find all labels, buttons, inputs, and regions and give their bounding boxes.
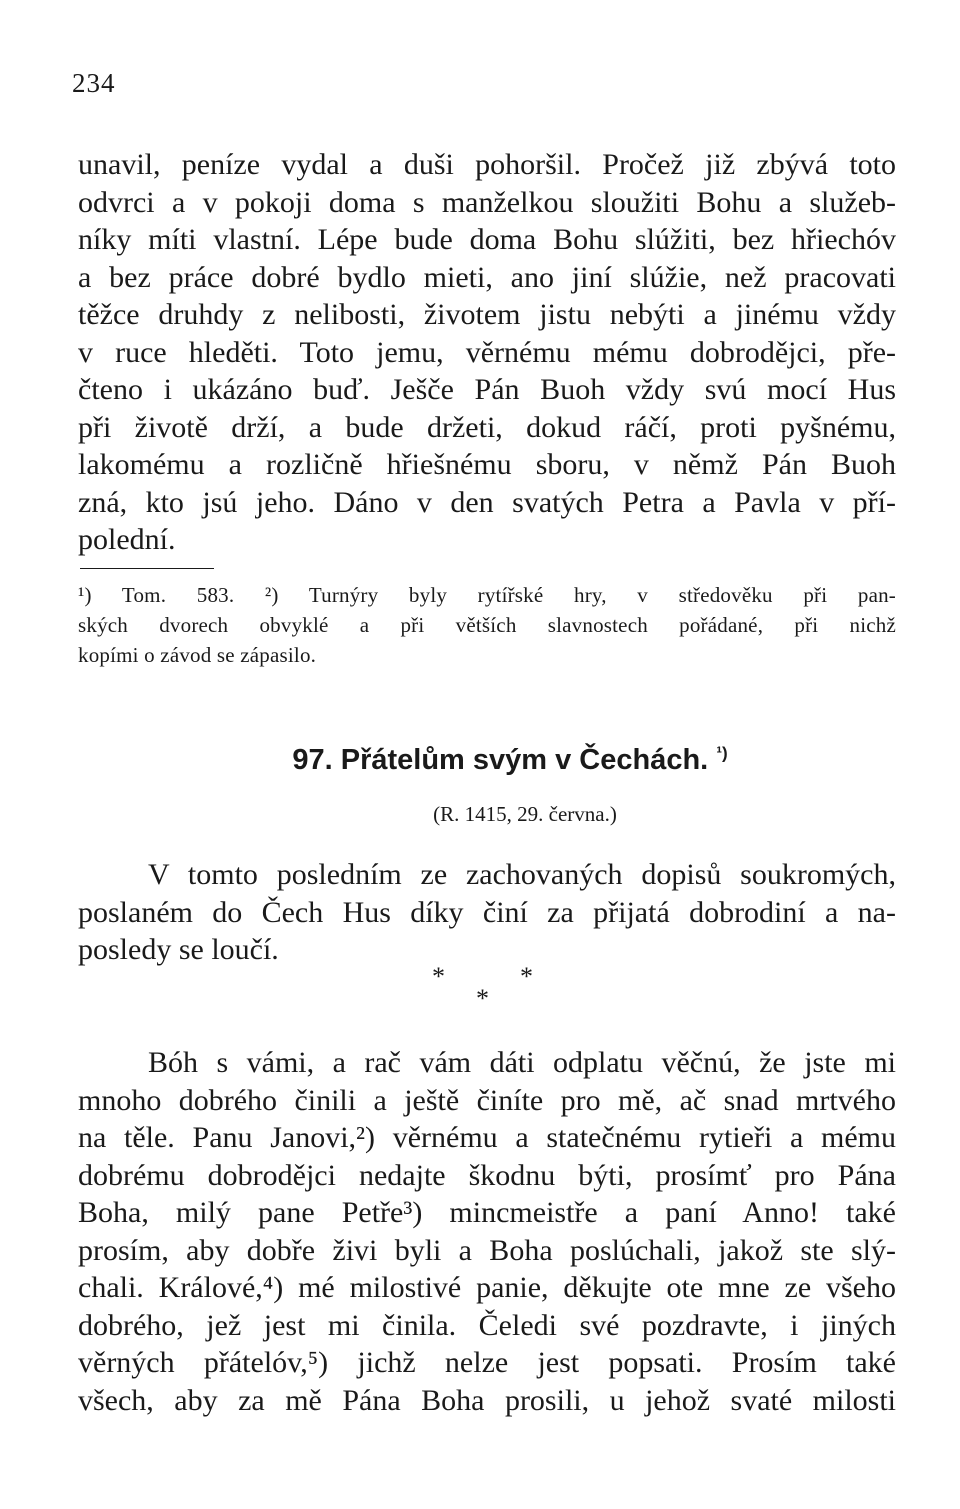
section-date: (R. 1415, 29. června.) xyxy=(433,802,617,826)
asterisk: * xyxy=(520,962,533,991)
text-line: těžce druhdy z nelibosti, životem jistu nebýti a jinému vždy xyxy=(78,298,896,331)
footnotes xyxy=(78,580,896,670)
paragraph-continuation xyxy=(78,146,896,559)
text-line: zná, kto jsú jeho. Dáno v den svatých Petra a Pavla v pří- xyxy=(78,485,896,519)
text-line: při životě drží, a bude držeti, dokud ráčí, proti pyšnému, xyxy=(78,410,896,444)
asterism-separator xyxy=(420,962,560,1012)
text-line: chali. Králové,⁴) mé milostivé panie, děkujte ote mne ze všeho xyxy=(78,1271,896,1304)
footnote-line: ¹) Tom. 583. ²) Turnýry byly rytířské hry, v středověku při pan- xyxy=(78,583,896,607)
text-line: lakomému a rozličně hřiešnému sboru, v němž Pán Buoh xyxy=(78,448,896,481)
text-line: odvrci a v pokoji doma s manželkou sloužiti Bohu a služeb- xyxy=(78,185,896,219)
text-line: posledy se loučí. xyxy=(78,933,279,966)
asterisk: * xyxy=(432,962,445,991)
text-line: dobrému dobrodějci nedajte škodnu býti, prosímť pro Pána xyxy=(78,1158,896,1192)
footnote-line: ských dvorech obvyklé a při větších slavnostech pořádané, při nichž xyxy=(78,613,896,637)
letter-body xyxy=(78,1044,896,1419)
text-line: Bóh s vámi, a rač vám dáti odplatu věčnú, že jste mi xyxy=(148,1046,896,1079)
text-line: dobrého, jež jest mi činila. Čeledi své pozdravte, i jiných xyxy=(78,1308,896,1342)
text-line: a bez práce dobré bydlo mieti, ano jiní slúžie, než pracovati xyxy=(78,260,896,294)
footnote-divider xyxy=(80,568,214,569)
text-line: polední. xyxy=(78,523,176,556)
text-line: na těle. Panu Janovi,²) věrnému a statečnému rytieři a mému xyxy=(78,1121,896,1154)
asterisk: * xyxy=(476,984,489,1013)
intro-paragraph xyxy=(78,856,896,969)
page-number: 234 xyxy=(72,68,116,98)
section-heading xyxy=(0,744,960,777)
section-title: 97. Přátelům svým v Čechách. xyxy=(292,744,709,776)
text-line: mnoho dobrého činili a ještě činíte pro mě, ač snad mrtvého xyxy=(78,1083,896,1117)
footnote-line: kopími o závod se zápasilo. xyxy=(78,643,317,667)
text-line: unavil, peníze vydal a duši pohoršil. Pročež již zbývá toto xyxy=(78,148,896,181)
text-line: všech, aby za mě Pána Boha prosili, u jehož svaté milosti xyxy=(78,1383,896,1417)
text-line: níky míti vlastní. Lépe bude doma Bohu slúžiti, bez hřiechóv xyxy=(78,223,896,256)
text-line: prosím, aby dobře živi byli a Boha poslúchali, jakož ste slý- xyxy=(78,1233,896,1267)
text-line: v ruce hleděti. Toto jemu, věrnému mému dobrodějci, pře- xyxy=(78,335,896,369)
text-line: poslaném do Čech Hus díky činí za přijatá dobrodiní a na- xyxy=(78,895,896,929)
text-line: Boha, milý pane Petře³) mincmeistře a paní Anno! také xyxy=(78,1196,896,1229)
text-line: věrných přátelóv,⁵) jichž nelze jest popsati. Prosím také xyxy=(78,1346,896,1379)
section-footnote-marker: ¹) xyxy=(716,743,728,763)
text-line: V tomto posledním ze zachovaných dopisů soukromých, xyxy=(148,858,896,891)
text-line: čteno i ukázáno buď. Ješče Pán Buoh vždy svú mocí Hus xyxy=(78,373,896,406)
